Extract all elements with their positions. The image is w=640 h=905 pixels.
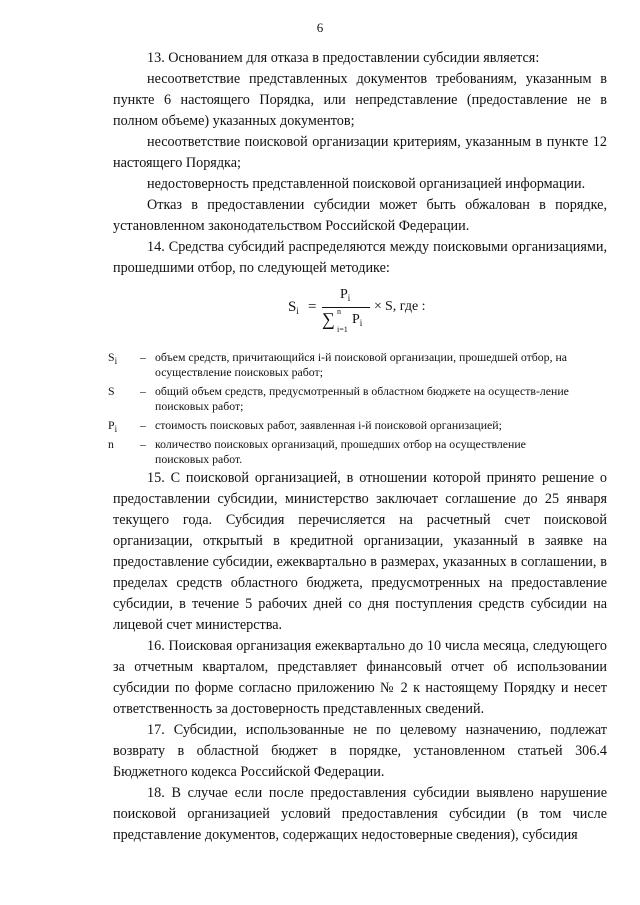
definition-text: стоимость поисковых работ, заявленная i-й поисковой организацией; bbox=[155, 418, 502, 432]
sum-upper: n bbox=[337, 307, 341, 316]
formula-tail: S, где : bbox=[385, 299, 426, 314]
definition-dash: – bbox=[140, 418, 146, 432]
formula-lhs: $S_i$ bbox=[288, 299, 299, 316]
definition-row bbox=[108, 384, 578, 414]
formula-equals: = bbox=[308, 299, 317, 315]
sum-symbol: ∑ bbox=[322, 309, 335, 329]
definition-dash: – bbox=[140, 384, 146, 398]
paragraph-14: 14. Средства субсидий распределяются между поисковыми организациями, прошедшими отбор, по следующей методике: bbox=[113, 239, 607, 276]
paragraph-13-item-3: недостоверность представленной поисковой организацией информации. bbox=[147, 176, 586, 192]
paragraph-18: 18. В случае если после предоставления субсидии выявлено нарушение поисковой организацией условий предоставления субсидии (в том числе представление документов, содержащих недостоверные сведения), субсидия bbox=[113, 785, 607, 843]
definition-symbol: n bbox=[108, 437, 114, 451]
definition-symbol: $P_i$ bbox=[108, 418, 118, 434]
page-number: 6 bbox=[316, 20, 324, 35]
definition-symbol: $S_i$ bbox=[108, 350, 118, 366]
definition-row bbox=[108, 418, 578, 433]
paragraph-13-heading: 13. Основанием для отказа в предоставлении субсидии является: bbox=[147, 50, 540, 66]
paragraph-16: 16. Поисковая организация ежеквартально до 10 числа месяца, следующего за отчетным кварталом, представляет финансовый отчет об использовании субсидии по форме согласно приложению № 2 к настоящему Порядку и несет ответственность за достоверность представленных сведений. bbox=[113, 638, 607, 717]
paragraph-13-item-1: несоответствие представленных документов требованиям, указанным в пункте 6 настоящего Порядка, или непредставление (предоставление не в полном объеме) указанных документов; bbox=[113, 71, 607, 129]
definitions-list bbox=[108, 350, 578, 471]
formula-denominator: $P_i$ bbox=[352, 312, 363, 328]
paragraph-17: 17. Субсидии, использованные не по целевому назначению, подлежат возврату в областной бюджет в порядке, установленном статьей 306.4 Бюджетного кодекса Российской Федерации. bbox=[113, 722, 607, 780]
paragraphs-top bbox=[113, 48, 607, 279]
distribution-formula bbox=[288, 289, 468, 335]
paragraph-13-item-2: несоответствие поисковой организации критериям, указанным в пункте 12 настоящего Порядка; bbox=[113, 134, 607, 171]
sum-lower: i=1 bbox=[337, 325, 348, 334]
paragraph-appeal: Отказ в предоставлении субсидии может быть обжалован в порядке, установленном законодательством Российской Федерации. bbox=[113, 197, 607, 234]
definition-dash: – bbox=[140, 350, 146, 364]
definition-row bbox=[108, 437, 578, 467]
fraction-bar bbox=[322, 307, 370, 308]
definition-symbol: S bbox=[108, 384, 115, 398]
definition-text: количество поисковых организаций, прошедших отбор на осуществление поисковых работ. bbox=[155, 437, 526, 466]
definition-text: общий объем средств, предусмотренный в областном бюджете на осуществ-ление поисковых работ; bbox=[155, 384, 569, 413]
paragraphs-bottom bbox=[113, 468, 607, 846]
formula-times: × bbox=[374, 299, 382, 314]
definition-dash: – bbox=[140, 437, 146, 451]
definition-text: объем средств, причитающийся i-й поисковой организации, прошедшей отбор, на осуществление поисковых работ; bbox=[155, 350, 568, 379]
paragraph-15: 15. С поисковой организацией, в отношении которой принято решение о предоставлении субсидии, министерство заключает соглашение до 25 января текущего года. Субсидия перечисляется на расчетный счет поисковой организации, открытый в кредитной организации, указанный в заявке на предоставление субсидии, ежеквартально в размерах, указанных в соглашении, в пределах средств областного бюджета, предусмотренных на предоставление субсидии, в течение 5 рабочих дней со дня поступления средств субсидии на лицевой счет министерства. bbox=[113, 470, 607, 633]
formula-numerator: $P_i$ bbox=[340, 287, 351, 303]
definition-row bbox=[108, 350, 578, 380]
